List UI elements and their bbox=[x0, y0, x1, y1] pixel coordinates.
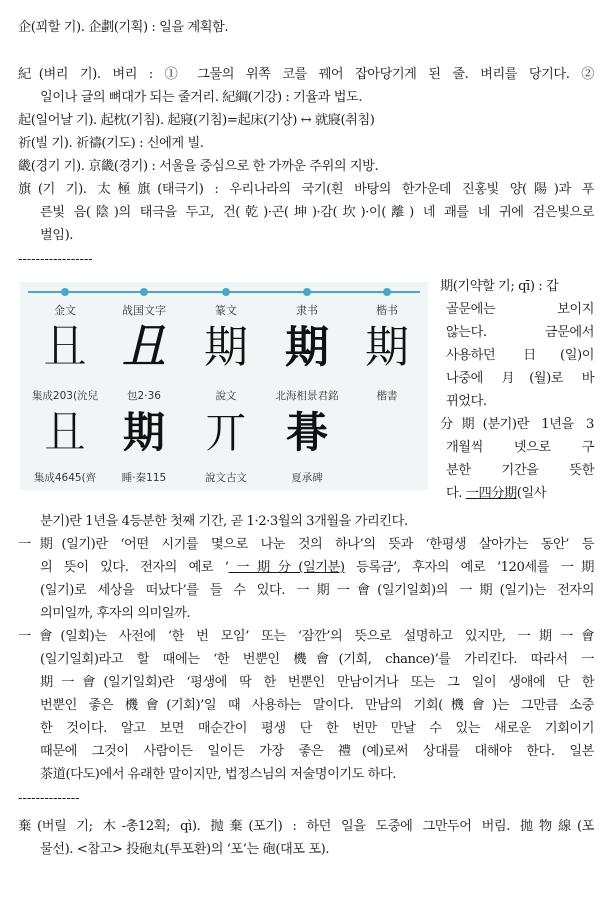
entry-gi-flag-line3: 벌임). bbox=[40, 228, 74, 243]
entry-gi-period-line2: 골문에는 보이지 bbox=[446, 302, 594, 317]
entry-quarter-line2: 개월씩 넷으로 구 bbox=[446, 440, 594, 455]
glyph-bronze: 𠀇 bbox=[43, 322, 87, 373]
glyph-clerical: 期 bbox=[285, 322, 329, 373]
entry-gi-period-line1: 期(기약할 기; qī) : 갑 bbox=[440, 279, 559, 294]
caption-source: 集成203(沇兒 bbox=[31, 390, 99, 402]
entry-gi-period-line5: 나중에 月(월)로 바 bbox=[446, 371, 594, 386]
entry-ilhoe-line3: 期一會(일기일회)란 ‘평생에 딱 한 번뿐인 만남이거나 또는 그 일이 생애에 단 한 bbox=[40, 675, 594, 690]
caption-source: 集成4645(齊 bbox=[33, 472, 97, 484]
glyph-seal: 期 bbox=[204, 322, 248, 373]
entry-gi-plan: 企(꾀할 기). 企劃(기획) : 일을 계획함. bbox=[18, 20, 229, 35]
entry-gi-pray: 祈(빌 기). 祈禱(기도) : 신에게 빌. bbox=[18, 136, 204, 151]
glyph-warring-states: 𠀇 bbox=[122, 322, 166, 373]
entry-gi-abandon-line2: 물선). <참고> 投砲丸(투포환)의 ‘포’는 砲(대포 포). bbox=[40, 842, 330, 857]
entry-gi-rise: 起(일어날 기). 起枕(기침). 起寢(기침)=起床(기상) ↔ 就寢(취침) bbox=[18, 113, 375, 128]
entry-ilhoe-line4: 번뿐인 좋은 機會(기회)’일 때 사용하는 말이다. 만남의 기회(機會)는 그만큼 소중 bbox=[40, 698, 594, 713]
entry-gi-rope-line1: 紀(벼리 기). 벼리 : ① 그물의 위쪽 코를 꿰어 잡아당기게 된 줄. 벼리를 당기다. ② bbox=[18, 67, 594, 82]
caption-source: 說文古文 bbox=[205, 472, 247, 484]
entry-gi-capital: 畿(경기 기). 京畿(경기) : 서울을 중심으로 한 가까운 주위의 지방. bbox=[18, 159, 379, 174]
separator: -------------- bbox=[18, 791, 80, 806]
text-run: 등록금’, 후자의 예로 ‘120세를 一期 bbox=[344, 560, 594, 575]
entry-quarter-line1: 分期(분기)란 1년을 3 bbox=[440, 417, 594, 432]
caption-source: 說文 bbox=[215, 390, 237, 402]
timeline-dot bbox=[383, 288, 391, 296]
entry-ilgi-line4: 의미일까, 후자의 의미일까. bbox=[40, 606, 191, 621]
entry-ilhoe-line6: 때문에 그것이 사람이든 일이든 가장 좋은 禮(예)로써 상대를 대해야 한다. 일본 bbox=[40, 744, 594, 759]
glyph-ancient-text: 丌 bbox=[204, 408, 247, 457]
character-evolution-figure bbox=[20, 282, 428, 490]
text-run: 의 뜻이 있다. 전자의 예로 ‘ bbox=[40, 560, 229, 575]
header-warring-states: 战国文字 bbox=[122, 304, 166, 317]
timeline-dot bbox=[140, 288, 148, 296]
timeline-dot bbox=[222, 288, 230, 296]
caption-source: 睡·秦115 bbox=[121, 472, 167, 484]
entry-gi-flag-line2: 른빛 음(陰)의 태극을 두고, 건(乾)·곤(坤)·감(坎)·이(離) 네 괘를 네 귀에 검은빛으로 bbox=[40, 205, 594, 220]
header-regular-script: 楷书 bbox=[376, 304, 398, 317]
entry-ilgi-line1: 一期(일기)란 ‘어떤 시기를 몇으로 나눈 것의 하나’의 뜻과 ‘한평생 살아가는 동안’ 등 bbox=[18, 537, 594, 552]
underlined-term: 一期分(일기분) bbox=[228, 560, 345, 575]
text-run: 다. bbox=[446, 486, 466, 501]
entry-quarter-line4 bbox=[446, 482, 594, 505]
glyph-qin-slip: 期 bbox=[122, 408, 165, 457]
header-clerical-script: 隶书 bbox=[296, 304, 318, 317]
glyph-bronze-variant: 𠀇 bbox=[43, 408, 86, 457]
caption-source: 包2·36 bbox=[127, 390, 161, 402]
text-run: (일사 bbox=[516, 486, 547, 501]
entry-gi-period-line6: 뀌었다. bbox=[446, 394, 487, 409]
underlined-term: 一四分期 bbox=[465, 486, 517, 501]
caption-source: 夏承碑 bbox=[291, 472, 323, 484]
header-seal-script: 篆文 bbox=[215, 304, 237, 317]
entry-ilgi-line3: (일기)로 세상을 떠났다’를 들 수 있다. 一期一會(일기일회)의 一期(일기)는 전자의 bbox=[40, 583, 594, 598]
entry-ilhoe-line5: 한 것이다. 알고 보면 매순간이 평생 단 한 번만 만날 수 있는 새로운 기회이기 bbox=[40, 721, 594, 736]
entry-quarter-line5: 분기)란 1년을 4등분한 첫째 기간, 곧 1·2·3월의 3개월을 가리킨다. bbox=[40, 514, 408, 529]
caption-source: 北海相景君銘 bbox=[275, 390, 339, 402]
entry-gi-period-line3: 않는다. 금문에서 bbox=[446, 325, 594, 340]
entry-ilhoe-line7: 茶道(다도)에서 유래한 말이지만, 법정스님의 저술명이기도 하다. bbox=[40, 767, 396, 782]
entry-gi-flag-line1: 旗(기 기). 太極旗(태극기) : 우리나라의 국기(흰 바탕의 한가운데 진홍빛 양(陽)과 푸 bbox=[18, 182, 594, 197]
timeline-dot bbox=[61, 288, 69, 296]
header-bronze-script: 金文 bbox=[54, 304, 76, 317]
entry-gi-period-line4: 사용하던 日(일)이 bbox=[446, 348, 594, 363]
entry-quarter-line3: 분한 기간을 뜻한 bbox=[446, 463, 594, 478]
glyph-xia-stele: 朞 bbox=[285, 408, 328, 457]
timeline-dot bbox=[303, 288, 311, 296]
glyph-regular: 期 bbox=[365, 322, 409, 373]
entry-ilgi-line2 bbox=[40, 556, 594, 579]
entry-ilhoe-line2: (일기일회)라고 할 때에는 ‘한 번뿐인 機會(기회, chance)’를 가리킨다. 따라서 一 bbox=[40, 652, 594, 667]
separator: ----------------- bbox=[18, 252, 93, 267]
caption-source: 楷書 bbox=[376, 390, 398, 402]
entry-gi-abandon-line1: 棄(버릴 기; 木-총12획; qì). 抛棄(포기) : 하던 일을 도중에 그만두어 버림. 拋物線(포 bbox=[18, 819, 594, 834]
entry-gi-rope-line2: 일이나 글의 뼈대가 되는 줄거리. 紀綱(기강) : 기율과 법도. bbox=[40, 90, 363, 105]
entry-ilhoe-line1: 一會(일회)는 사전에 ‘한 번 모임’ 또는 ‘잠깐’의 뜻으로 설명하고 있지만, 一期一會 bbox=[18, 629, 594, 644]
